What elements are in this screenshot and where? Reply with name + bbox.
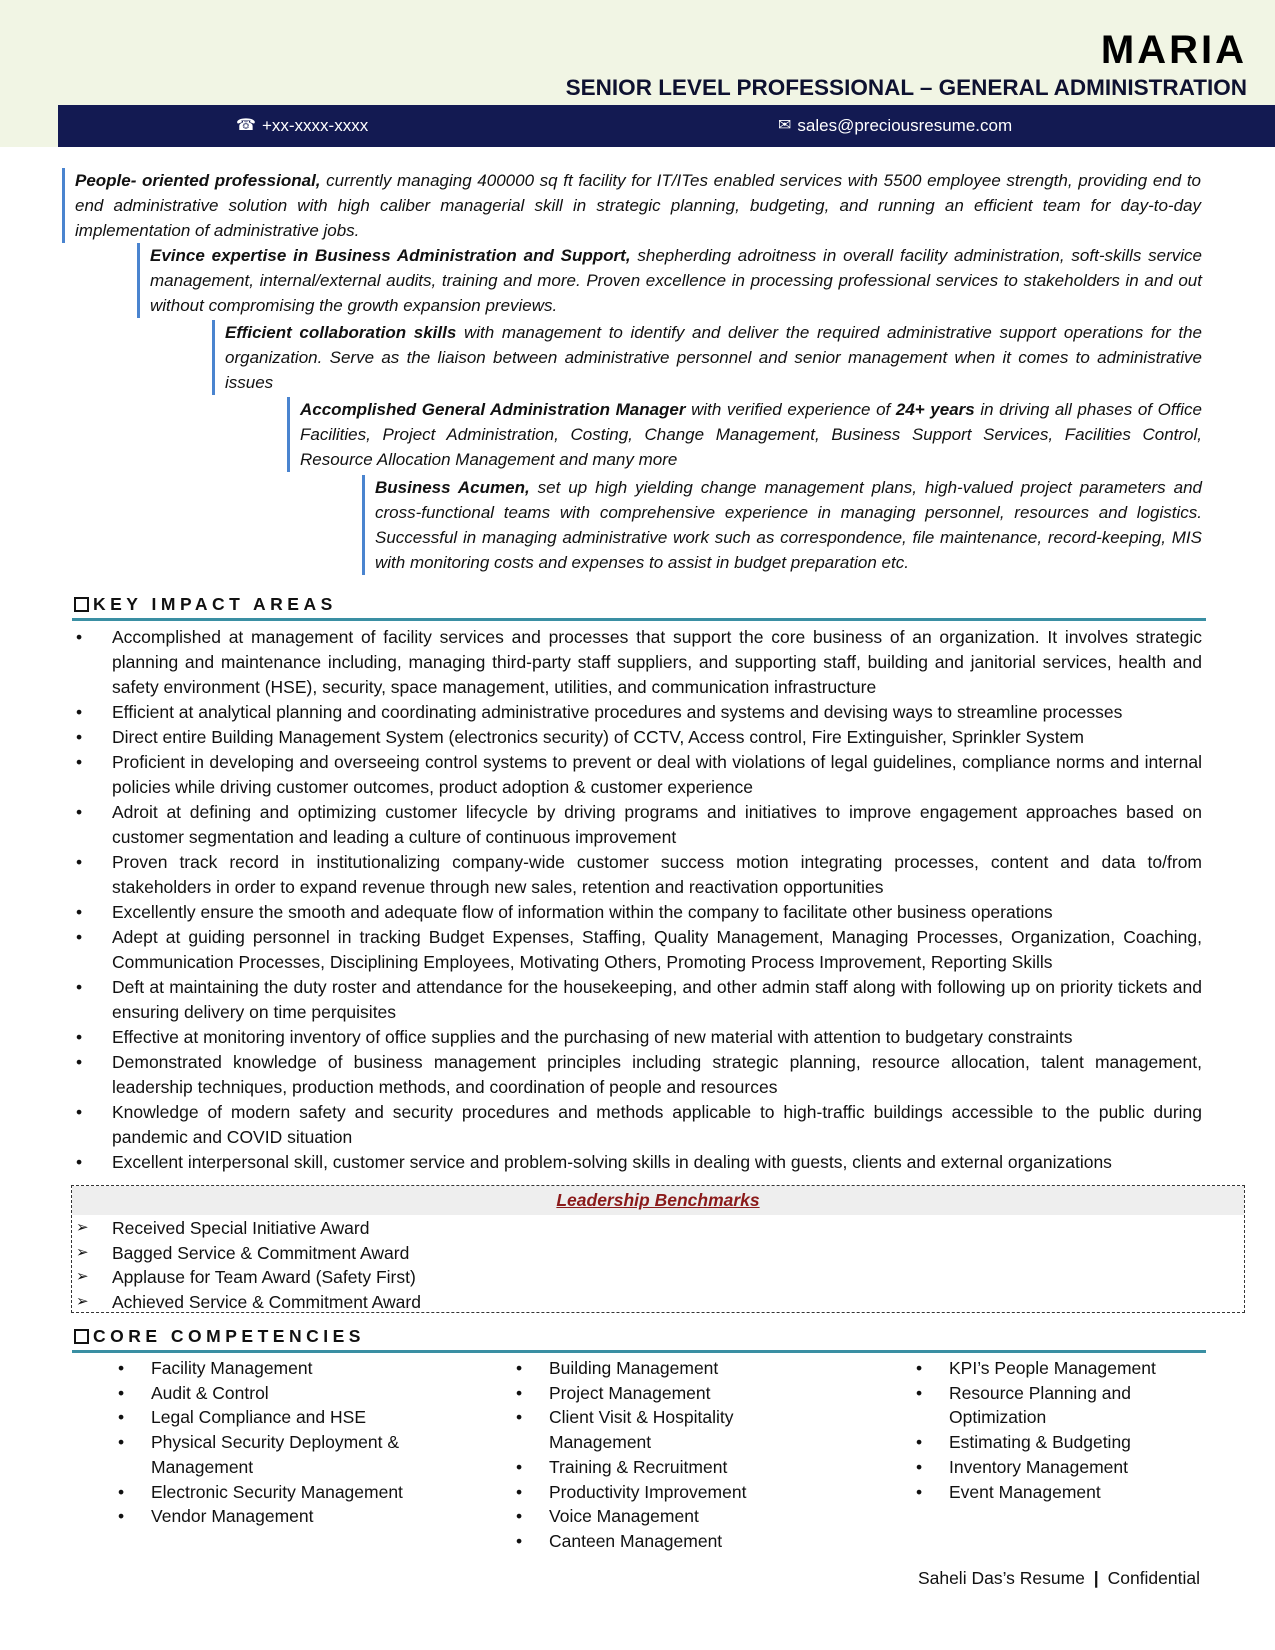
key-impact-list	[72, 625, 1202, 1175]
summary-text: shepherding adroitness in overall facility administration, soft-skills service management, internal/external audits, training and more. Proven excellence in processing professional services to stakeholders in and out without compromising the growth expansion previews.	[150, 246, 1203, 315]
competency-item	[114, 1430, 414, 1479]
summary-paragraph	[362, 475, 1202, 575]
arrow-bullet-icon: ➢	[76, 1219, 89, 1236]
footer	[918, 1568, 1200, 1589]
list-item	[72, 700, 1202, 725]
list-item	[72, 900, 1202, 925]
competency-item	[512, 1529, 812, 1554]
competencies-column-1	[114, 1356, 414, 1529]
phone-icon: ☎	[236, 117, 256, 134]
list-item-text: Accomplished at management of facility services and processes that support the core business of an organization. It involves strategic planning and maintenance including, managing third-party staff suppliers, and supporting staff, building and janitorial services, health and safety environment (HSE), security, space management, utilities, and communication infrastructure	[112, 627, 1202, 697]
bullet-icon: •	[76, 902, 83, 922]
bullet-icon: •	[516, 1530, 523, 1551]
summary-text: currently managing 400000 sq ft facility for IT/ITes enabled services with 5500 employee strength, providing end to end administrative solution with high caliber managerial skill in strategic planning, budgeting, and running an efficient team for day-to-day implementation of administrative jobs.	[75, 171, 1202, 240]
competency-item	[912, 1430, 1212, 1455]
section-title-text: CORE COMPETENCIES	[93, 1326, 365, 1346]
bullet-icon: •	[516, 1382, 523, 1403]
bullet-icon: •	[76, 627, 83, 647]
competency-item	[512, 1504, 812, 1529]
competency-item	[114, 1480, 414, 1505]
competency-item-text: Project Management	[549, 1382, 711, 1403]
bullet-icon: •	[76, 802, 83, 822]
list-item	[72, 1150, 1202, 1175]
competency-item-text: Physical Security Deployment & Management	[151, 1432, 400, 1477]
bullet-icon: •	[76, 977, 83, 997]
competency-item-text: Vendor Management	[151, 1506, 314, 1527]
arrow-bullet-icon: ➢	[76, 1268, 89, 1285]
bullet-icon: •	[516, 1358, 523, 1378]
summary-lead: Accomplished General Administration Manager	[300, 400, 686, 419]
competency-item-text: Facility Management	[151, 1358, 313, 1378]
summary-lead: People- oriented professional,	[75, 171, 321, 190]
contact-bar	[58, 105, 1275, 147]
leadership-title: Leadership Benchmarks	[556, 1190, 760, 1210]
list-item	[72, 1025, 1202, 1050]
competency-item	[512, 1455, 812, 1480]
bullet-icon: •	[516, 1456, 523, 1477]
summary-paragraph	[137, 243, 1202, 318]
list-item	[72, 975, 1202, 1025]
bullet-icon: •	[118, 1506, 125, 1527]
summary-text: set up high yielding change management plans, high-valued project parameters and cross-functional teams with comprehensive experience in managing personnel, resources and logistics. Successful in managing administrative work such as correspondence, file maintenance, record-keeping, MIS with monitoring costs and expenses to assist in budget preparation etc.	[375, 478, 1202, 572]
email-address: sales@preciousresume.com	[797, 116, 1013, 135]
arrow-bullet-icon: ➢	[76, 1292, 89, 1310]
bullet-icon: •	[76, 927, 83, 947]
candidate-name: MARIA	[1100, 28, 1247, 72]
summary-lead: Evince expertise in Business Administration and Support,	[150, 246, 631, 265]
award-item	[74, 1216, 421, 1241]
bullet-icon: •	[118, 1432, 125, 1453]
award-item-text: Received Special Initiative Award	[112, 1218, 370, 1238]
arrow-bullet-icon: ➢	[76, 1243, 89, 1261]
bullet-icon: •	[76, 1052, 83, 1072]
summary-text: with management to identify and deliver the required administrative support operations for the organization. Serve as the liaison between administrative personnel and senior management when it comes to administrative issues	[225, 323, 1202, 392]
summary-paragraph	[62, 168, 1201, 243]
competency-item	[114, 1504, 414, 1529]
competency-item-text: Building Management	[549, 1358, 719, 1378]
list-item	[72, 750, 1202, 800]
leadership-list	[74, 1216, 421, 1314]
list-item-text: Adroit at defining and optimizing customer lifecycle by driving programs and initiatives to improve engagement approaches based on customer segmentation and leading a culture of continuous improvement	[112, 802, 1202, 847]
bullet-icon: •	[76, 1027, 83, 1047]
competencies-column-3	[912, 1356, 1212, 1504]
summary-lead: Business Acumen,	[375, 478, 530, 497]
bullet-icon: •	[118, 1407, 125, 1428]
contact-email	[778, 116, 1012, 136]
competency-item	[512, 1405, 812, 1454]
bullet-icon: •	[916, 1382, 923, 1403]
section-title-key-impact	[74, 594, 337, 615]
footer-owner: Saheli Das’s Resume	[917, 1568, 1085, 1588]
section-title-core-competencies	[74, 1326, 365, 1347]
list-item-text: Efficient at analytical planning and coordinating administrative procedures and systems and devising ways to streamline processes	[112, 702, 1123, 722]
award-item	[74, 1265, 421, 1290]
bullet-icon: •	[516, 1506, 523, 1527]
competency-item-text: Client Visit & Hospitality Management	[549, 1407, 734, 1453]
list-item	[72, 625, 1202, 700]
competency-item	[512, 1480, 812, 1505]
bullet-icon: •	[516, 1407, 523, 1428]
bullet-icon: •	[76, 727, 83, 747]
section-rule	[72, 618, 1206, 621]
competency-item-text: Electronic Security Management	[151, 1481, 403, 1502]
leadership-box	[71, 1185, 1245, 1313]
bullet-icon: •	[916, 1432, 923, 1453]
competency-item-text: Estimating & Budgeting	[949, 1432, 1131, 1453]
competency-item	[114, 1356, 414, 1381]
competency-item	[912, 1480, 1212, 1505]
bullet-icon: •	[76, 852, 83, 872]
list-item-text: Excellently ensure the smooth and adequate flow of information within the company to facilitate other business operations	[112, 902, 1053, 922]
competency-item	[912, 1455, 1212, 1480]
phone-number: +xx-xxxx-xxxx	[261, 116, 369, 135]
list-item	[72, 1100, 1202, 1150]
bullet-icon: •	[916, 1456, 923, 1477]
list-item	[72, 925, 1202, 975]
list-item-text: Knowledge of modern safety and security procedures and methods applicable to high-traffic buildings accessible to the public during pandemic and COVID situation	[112, 1102, 1202, 1147]
list-item-text: Proven track record in institutionalizing company-wide customer success motion integrating processes, content and data to/from stakeholders in order to expand revenue through new sales, retention and reactivation opportunities	[112, 852, 1202, 897]
candidate-headline: SENIOR LEVEL PROFESSIONAL – GENERAL ADMINISTRATION	[565, 75, 1247, 100]
contact-phone	[236, 116, 368, 136]
competency-item-text: Audit & Control	[151, 1382, 269, 1403]
footer-separator: |	[1093, 1568, 1099, 1588]
bullet-icon: •	[76, 702, 83, 722]
checkbox-square-icon	[74, 1329, 89, 1344]
competency-item	[512, 1356, 812, 1381]
list-item	[72, 1050, 1202, 1100]
bullet-icon: •	[916, 1481, 923, 1502]
list-item-text: Proficient in developing and overseeing control systems to prevent or deal with violations of legal guidelines, compliance norms and internal policies while driving customer outcomes, product adoption & customer experience	[112, 752, 1202, 797]
competency-item	[912, 1381, 1212, 1430]
competency-item-text: Legal Compliance and HSE	[151, 1407, 366, 1428]
summary-paragraph	[212, 320, 1202, 395]
list-item-text: Demonstrated knowledge of business management principles including strategic planning, resource allocation, talent management, leadership techniques, production methods, and coordination of people and resources	[112, 1052, 1202, 1097]
bullet-icon: •	[76, 1102, 83, 1122]
competency-item-text: Event Management	[949, 1481, 1101, 1502]
bullet-icon: •	[118, 1382, 125, 1403]
summary-lead: Efficient collaboration skills	[225, 323, 457, 342]
competencies-column-2	[512, 1356, 812, 1554]
award-item	[74, 1241, 421, 1266]
competency-item-text: Canteen Management	[549, 1530, 723, 1551]
summary-text: in driving all phases of Office Facilities, Project Administration, Costing, Change Management, Business Support Services, Facilities Control, Resource Allocation Management and many more	[300, 400, 1203, 469]
section-title-text: KEY IMPACT AREAS	[93, 594, 337, 614]
competency-item	[114, 1381, 414, 1406]
list-item-text: Effective at monitoring inventory of office supplies and the purchasing of new material with attention to budgetary constraints	[112, 1027, 1073, 1047]
award-item-text: Applause for Team Award (Safety First)	[112, 1267, 416, 1287]
bullet-icon: •	[76, 752, 83, 772]
competency-item-text: Productivity Improvement	[549, 1481, 747, 1502]
summary-paragraph	[287, 397, 1202, 472]
bullet-icon: •	[76, 1152, 83, 1172]
list-item	[72, 725, 1202, 750]
list-item-text: Adept at guiding personnel in tracking Budget Expenses, Staffing, Quality Management, Managing Processes, Organization, Coaching, Communication Processes, Disciplining Employees, Motivating Others, Promoting Process Improvement, Reporting Skills	[112, 927, 1202, 972]
competency-item-text: KPI’s People Management	[949, 1358, 1156, 1378]
section-rule	[72, 1350, 1206, 1353]
list-item-text: Deft at maintaining the duty roster and attendance for the housekeeping, and other admin staff along with following up on priority tickets and ensuring delivery on time perquisites	[112, 977, 1202, 1022]
competency-item	[114, 1405, 414, 1430]
award-item-text: Bagged Service & Commitment Award	[112, 1242, 410, 1263]
checkbox-square-icon	[74, 597, 89, 612]
competency-item-text: Resource Planning and Optimization	[949, 1382, 1131, 1428]
award-item	[74, 1290, 421, 1315]
list-item	[72, 800, 1202, 850]
bullet-icon: •	[118, 1481, 125, 1502]
competency-item-text: Training & Recruitment	[549, 1456, 728, 1477]
award-item-text: Achieved Service & Commitment Award	[112, 1291, 421, 1312]
envelope-icon: ✉	[778, 117, 792, 134]
summary-highlight: 24+ years	[895, 400, 975, 419]
list-item	[72, 850, 1202, 900]
list-item-text: Direct entire Building Management System (electronics security) of CCTV, Access control, Fire Extinguisher, Sprinkler System	[112, 727, 1084, 747]
bullet-icon: •	[516, 1481, 523, 1502]
competency-item	[512, 1381, 812, 1406]
bullet-icon: •	[118, 1358, 125, 1378]
competency-item-text: Inventory Management	[949, 1456, 1128, 1477]
list-item-text: Excellent interpersonal skill, customer service and problem-solving skills in dealing with guests, clients and external organizations	[112, 1152, 1112, 1172]
footer-confidential: Confidential	[1107, 1568, 1200, 1588]
competency-item-text: Voice Management	[549, 1506, 699, 1527]
competency-item	[912, 1356, 1212, 1381]
bullet-icon: •	[916, 1358, 923, 1378]
summary-text: with verified experience of	[685, 400, 896, 419]
